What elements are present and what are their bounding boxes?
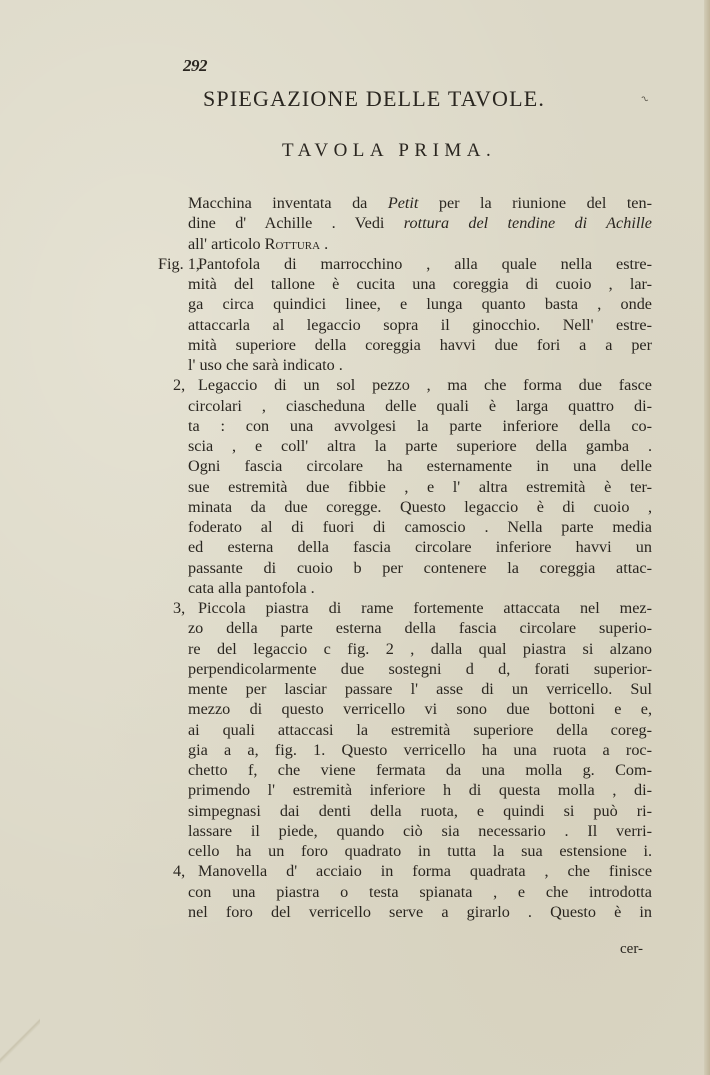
text-line: attaccarla al legaccio sopra il ginocchio. Nell' estre- xyxy=(188,315,652,334)
text-line: Ogni fascia circolare ha esternamente in una delle xyxy=(188,457,652,476)
text-line: cello ha un foro quadrato in tutta la sua estensione i. xyxy=(188,842,652,860)
section-title: TAVOLA PRIMA. xyxy=(282,140,497,161)
figure-label: 4, xyxy=(173,862,186,881)
body-text xyxy=(158,193,652,922)
figure-entry xyxy=(173,861,652,922)
text-line: Piccola piastra di rame fortemente attaccata nel mez- xyxy=(198,599,652,617)
text-line: sue estremità due fibbie , e l' altra estremità è ter- xyxy=(188,477,652,496)
text-line: nel foro del verricello serve a girarlo . Questo è in xyxy=(188,902,652,921)
text-line: perpendicolarmente due sostegni d d, forati superior- xyxy=(188,659,652,678)
text-line: Pantofola di marrocchino , alla quale nella estre- xyxy=(198,254,652,273)
text-line: all' articolo Rottura . xyxy=(188,234,329,253)
text-line: mità superiore della coreggia havvi due fori a a per xyxy=(188,335,652,354)
figure-label: 2, xyxy=(173,376,186,395)
text-line: dine d' Achille . Vedi rottura del tendine di Achille xyxy=(188,214,652,233)
running-title: SPIEGAZIONE DELLE TAVOLE. xyxy=(203,86,546,111)
text-line: l' uso che sarà indicato . xyxy=(188,356,343,374)
text-line: simpegnasi dai denti della ruota, e quindi si può ri- xyxy=(188,801,652,820)
text-line: mente per lasciar passare l' asse di un verricello. Sul xyxy=(188,680,652,698)
catchword: cer- xyxy=(620,941,644,957)
intro-paragraph xyxy=(188,193,652,254)
text-line: Macchina inventata da Petit per la riunione del ten- xyxy=(188,194,652,212)
page-number: 292 xyxy=(183,56,207,75)
text-line: passante di cuoio b per contenere la coreggia attac- xyxy=(188,558,652,577)
text-line: chetto f, che viene fermata da una molla g. Com- xyxy=(188,761,652,779)
figure-entry xyxy=(173,375,652,598)
figure-entry xyxy=(173,598,652,861)
text-line: re del legaccio c fig. 2 , dalla qual piastra si alzano xyxy=(188,639,652,658)
text-line: gia a a, fig. 1. Questo verricello ha una ruota a roc- xyxy=(188,740,652,759)
text-line: ed esterna della fascia circolare inferiore havvi un xyxy=(188,538,652,557)
text-line: con una piastra o testa spianata , e che introdotta xyxy=(188,882,652,901)
text-line: mità del tallone è cucita una coreggia di cuoio , lar- xyxy=(188,275,652,293)
page-corner-fold xyxy=(0,1005,40,1075)
text-line: circolari , ciascheduna delle quali è larga quattro di- xyxy=(188,396,652,415)
figure-label: 3, xyxy=(173,599,186,617)
text-line: primendo l' estremità inferiore h di questa molla , di- xyxy=(188,781,652,800)
text-line: Manovella d' acciaio in forma quadrata , che finisce xyxy=(198,862,652,881)
text-line: mezzo di questo verricello vi sono due bottoni e e, xyxy=(188,700,652,719)
text-line: lassare il piede, quando ciò sia necessario . Il verri- xyxy=(188,821,652,840)
text-line: Legaccio di un sol pezzo , ma che forma due fasce xyxy=(198,376,652,395)
page-edge xyxy=(704,0,710,1075)
text-line: foderato al di fuori di camoscio . Nella parte media xyxy=(188,518,652,536)
text-line: ai quali attaccasi la estremità superiore della coreg- xyxy=(188,720,652,739)
text-line: ta : con una avvolgesi la parte inferiore della co- xyxy=(188,416,652,435)
margin-mark: ~ xyxy=(636,91,652,108)
text-line: ga circa quindici linee, e lunga quanto basta , onde xyxy=(188,295,652,314)
text-line: zo della parte esterna della fascia circolare superio- xyxy=(188,619,652,638)
figure-entry xyxy=(158,254,652,376)
figure-label: Fig. 1, xyxy=(158,254,200,273)
text-line: scia , e coll' altra la parte superiore della gamba . xyxy=(188,437,652,455)
text-line: cata alla pantofola . xyxy=(188,578,315,597)
text-line: minata da due coregge. Questo legaccio è di cuoio , xyxy=(188,497,652,516)
